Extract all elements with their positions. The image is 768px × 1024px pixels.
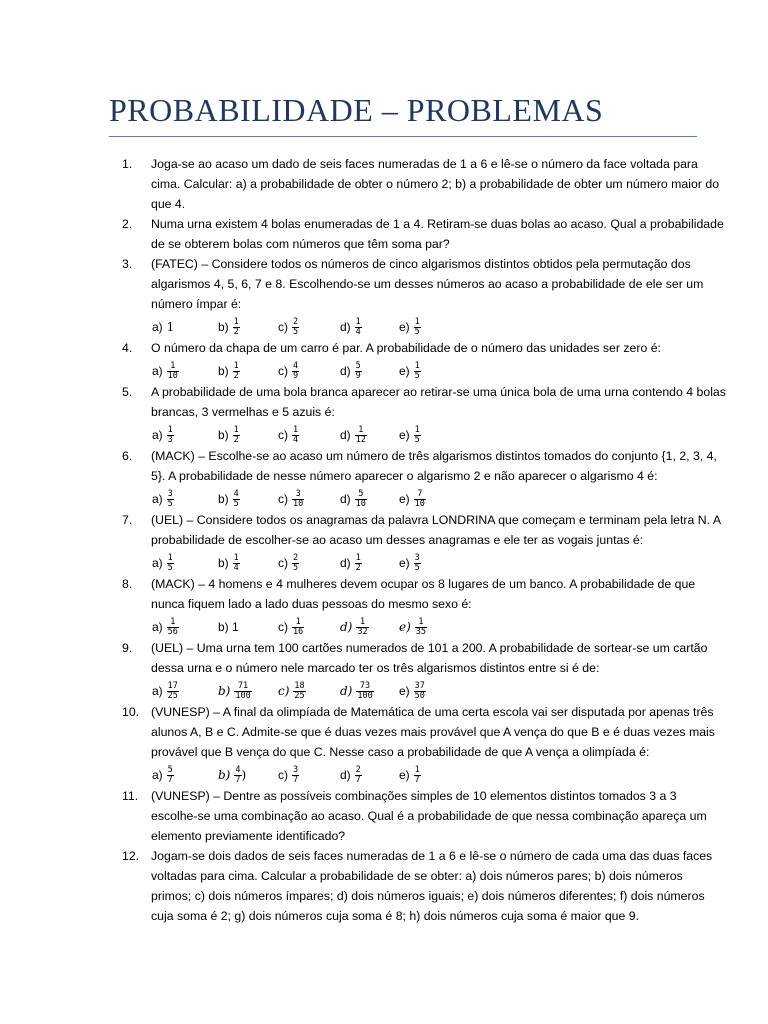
problem-text: O número da chapa de um carro é par. A probabilidade de o número das unidades ser zero é:	[151, 341, 661, 355]
choice-label: c)	[278, 320, 288, 334]
fraction-denominator: 7	[167, 774, 173, 785]
fraction-denominator: 16	[293, 626, 304, 637]
fraction-numerator: 71	[237, 680, 249, 691]
fraction-denominator: 12	[355, 434, 366, 445]
fraction-denominator: 10	[167, 370, 178, 381]
problem-item	[0, 786, 726, 846]
answer-choice	[218, 764, 246, 786]
choice-fraction	[167, 554, 174, 573]
choice-label: a)	[152, 320, 163, 334]
fraction-denominator: 5	[414, 326, 420, 337]
choice-fraction	[233, 318, 240, 337]
fraction-numerator: 1	[233, 316, 239, 327]
problem-number: 4.	[122, 341, 133, 355]
choice-label: e)	[399, 684, 410, 698]
answer-choice	[399, 616, 427, 638]
choice-fraction	[233, 426, 240, 445]
choice-fraction	[356, 682, 373, 701]
choice-fraction	[292, 318, 299, 337]
choice-fraction	[414, 362, 421, 381]
choice-label: b) 1	[218, 620, 239, 634]
problem-item	[0, 154, 726, 214]
fraction-denominator: 50	[414, 690, 425, 701]
fraction-denominator: 25	[167, 690, 178, 701]
problem-number: 8.	[122, 577, 133, 591]
fraction-denominator: 5	[167, 498, 173, 509]
choice-label: a)	[152, 428, 163, 442]
choice-fraction	[355, 490, 367, 509]
fraction-numerator: 4	[293, 360, 299, 371]
choice-label: a)	[152, 620, 163, 634]
choice-label: d)	[340, 364, 351, 378]
fraction-numerator: 1	[170, 616, 176, 627]
fraction-numerator: 3	[167, 488, 173, 499]
fraction-numerator: 1	[414, 316, 420, 327]
title-divider	[109, 136, 697, 137]
choice-fraction	[356, 618, 368, 637]
fraction-denominator: 35	[415, 626, 427, 637]
answer-choice	[218, 424, 240, 446]
choice-suffix: )	[241, 768, 247, 782]
answer-choices	[151, 424, 726, 446]
fraction-numerator: 1	[293, 424, 299, 435]
fraction-denominator: 32	[357, 626, 368, 637]
choice-fraction	[233, 362, 240, 381]
choice-value: 1	[166, 320, 175, 334]
fraction-numerator: 4	[235, 764, 241, 775]
choice-label: d)	[340, 492, 351, 506]
choice-label: c)	[278, 364, 288, 378]
answer-choice	[218, 552, 240, 574]
fraction-denominator: 100	[235, 690, 251, 701]
choice-fraction	[415, 618, 427, 637]
choice-fraction	[292, 766, 299, 785]
problem-number: 6.	[122, 449, 133, 463]
answer-choice	[218, 680, 252, 702]
answer-choice	[278, 552, 299, 574]
answer-choice	[399, 552, 421, 574]
choice-label: c)	[278, 684, 290, 698]
problem-item	[0, 574, 726, 638]
answer-choice	[152, 316, 174, 338]
answer-choice	[340, 616, 369, 638]
problem-item	[0, 382, 726, 446]
fraction-numerator: 1	[359, 616, 366, 627]
fraction-numerator: 1	[355, 552, 361, 563]
fraction-denominator: 2	[233, 434, 239, 445]
choice-fraction	[292, 426, 299, 445]
problem-number: 11.	[122, 789, 139, 803]
choice-label: e)	[399, 320, 410, 334]
choice-fraction	[414, 766, 421, 785]
fraction-numerator: 1	[167, 552, 173, 563]
fraction-numerator: 5	[358, 488, 364, 499]
choice-label: d)	[340, 320, 351, 334]
choice-label: c)	[278, 428, 288, 442]
answer-choice	[278, 488, 304, 510]
answer-choice	[152, 552, 174, 574]
choice-label: e)	[399, 620, 411, 634]
fraction-denominator: 9	[355, 370, 361, 381]
problem-item	[0, 446, 726, 510]
choice-fraction	[293, 682, 305, 701]
choice-label: b)	[218, 364, 229, 378]
problem-item	[0, 846, 726, 926]
answer-choice	[218, 316, 240, 338]
choice-fraction	[234, 682, 251, 701]
choice-label: c)	[278, 492, 288, 506]
choice-fraction	[233, 554, 240, 573]
fraction-denominator: 100	[357, 690, 373, 701]
choice-fraction	[414, 318, 421, 337]
answer-choice	[340, 488, 367, 510]
answer-choices	[151, 616, 726, 638]
choice-label: c)	[278, 556, 288, 570]
problem-number: 3.	[122, 257, 133, 271]
answer-choice	[340, 316, 362, 338]
answer-choice	[340, 424, 367, 446]
fraction-denominator: 9	[293, 370, 299, 381]
fraction-denominator: 5	[233, 498, 239, 509]
fraction-numerator: 73	[359, 680, 371, 691]
fraction-denominator: 5	[414, 370, 420, 381]
choice-label: d)	[340, 620, 353, 634]
answer-choice	[152, 488, 174, 510]
problem-text: Jogam-se dois dados de seis faces numeradas de 1 a 6 e lê-se o número de cada uma das duas faces voltadas para cima. Calcular a probabilidade de se obter: a) dois números pares; b) dois números primos; c) dois números ímpares; d) dois números iguais; e) dois números diferentes; f) dois números cuja soma é 2; g) dois números cuja soma é 8; h) dois números cuja soma é maior que 9.	[151, 849, 713, 923]
choice-fraction	[167, 618, 179, 637]
choice-fraction	[355, 426, 367, 445]
problem-item	[0, 702, 726, 786]
fraction-numerator: 1	[355, 316, 361, 327]
fraction-numerator: 7	[417, 488, 423, 499]
problem-item	[0, 638, 726, 702]
problem-text: (UEL) – Considere todos os anagramas da palavra LONDRINA que começam e terminam pela letra N. A probabilidade de escolher-se ao acaso um desses anagramas e ele ter as vogais juntas é:	[151, 513, 721, 547]
choice-fraction	[414, 426, 421, 445]
answer-choice	[218, 488, 240, 510]
answer-choice	[340, 552, 362, 574]
answer-choices	[151, 488, 726, 510]
fraction-denominator: 5	[293, 326, 299, 337]
answer-choice	[218, 360, 240, 382]
fraction-numerator: 1	[418, 616, 424, 627]
fraction-numerator: 37	[414, 680, 425, 691]
answer-choice	[399, 680, 426, 702]
choice-fraction	[167, 766, 174, 785]
fraction-numerator: 2	[293, 316, 299, 327]
choice-fraction	[355, 554, 362, 573]
problem-text: (MACK) – Escolhe-se ao acaso um número de três algarismos distintos tomados do conjunto {1, 2, 3, 4, 5}. A probabilidade de nesse número aparecer o algarismo 2 e não aparecer o algarismo 4 é:	[151, 449, 717, 483]
choice-fraction	[167, 362, 179, 381]
choice-fraction	[234, 766, 241, 785]
fraction-numerator: 1	[295, 616, 301, 627]
fraction-denominator: 25	[294, 690, 305, 701]
answer-choices	[151, 552, 726, 574]
choice-fraction	[233, 490, 240, 509]
problem-item	[0, 254, 726, 338]
choice-fraction	[167, 682, 179, 701]
answer-choice	[340, 764, 362, 786]
problem-number: 1.	[122, 157, 133, 171]
problem-number: 12.	[122, 849, 140, 863]
choice-fraction	[167, 490, 174, 509]
fraction-denominator: 2	[233, 326, 239, 337]
fraction-numerator: 17	[167, 680, 178, 691]
fraction-numerator: 1	[414, 360, 420, 371]
choice-fraction	[292, 490, 304, 509]
choice-fraction	[414, 490, 426, 509]
answer-choice	[278, 680, 306, 702]
problem-item	[0, 510, 726, 574]
fraction-numerator: 1	[233, 360, 239, 371]
fraction-numerator: 5	[167, 764, 173, 775]
fraction-denominator: 10	[355, 498, 366, 509]
fraction-denominator: 7	[293, 774, 299, 785]
choice-fraction	[355, 362, 362, 381]
answer-choice	[399, 360, 421, 382]
problem-list	[0, 154, 768, 926]
fraction-numerator: 2	[293, 552, 299, 563]
fraction-denominator: 3	[167, 434, 173, 445]
choice-label: c)	[278, 768, 288, 782]
answer-choice	[340, 360, 362, 382]
choice-fraction	[292, 362, 299, 381]
problem-number: 7.	[122, 513, 133, 527]
fraction-denominator: 4	[233, 562, 239, 573]
choice-fraction	[355, 318, 362, 337]
fraction-numerator: 1	[414, 424, 420, 435]
answer-choice	[152, 424, 174, 446]
fraction-denominator: 56	[167, 626, 178, 637]
fraction-numerator: 4	[233, 488, 239, 499]
fraction-numerator: 3	[414, 552, 420, 563]
choice-label: e)	[399, 492, 410, 506]
problem-item	[0, 214, 726, 254]
choice-label: b)	[218, 768, 231, 782]
answer-choice	[152, 616, 179, 638]
choice-label: e)	[399, 364, 410, 378]
choice-label: b)	[218, 320, 229, 334]
answer-choice	[278, 616, 304, 638]
choice-label: b)	[218, 556, 229, 570]
answer-choice	[152, 764, 174, 786]
fraction-denominator: 5	[167, 562, 173, 573]
choice-fraction	[167, 426, 174, 445]
choice-fraction	[355, 766, 362, 785]
problem-number: 5.	[122, 385, 133, 399]
choice-fraction	[292, 554, 299, 573]
choice-label: b)	[218, 428, 229, 442]
fraction-denominator: 5	[414, 562, 420, 573]
answer-choice	[278, 360, 299, 382]
fraction-numerator: 1	[167, 424, 173, 435]
choice-label: d)	[340, 556, 351, 570]
problem-text: (VUNESP) – A final da olimpíada de Matemática de uma certa escola vai ser disputada por apenas três alunos A, B e C. Admite-se que é duas vezes mais provável que A vença do que B e é duas vezes mais provável que B vença do que C. Nesse caso a probabilidade de que A vença a olimpíada é:	[151, 705, 715, 759]
choice-label: a)	[152, 684, 163, 698]
fraction-numerator: 3	[293, 764, 299, 775]
fraction-numerator: 1	[233, 552, 239, 563]
problem-text: A probabilidade de uma bola branca aparecer ao retirar-se uma única bola de uma urna contendo 4 bolas brancas, 3 vermelhas e 5 azuis é:	[151, 385, 726, 419]
problem-text: (MACK) – 4 homens e 4 mulheres devem ocupar os 8 lugares de um banco. A probabilidade de que nunca fiquem lado a lado duas pessoas do mesmo sexo é:	[151, 577, 696, 611]
choice-label: e)	[399, 428, 410, 442]
fraction-denominator: 5	[414, 434, 420, 445]
choice-fraction	[414, 554, 421, 573]
choice-label: a)	[152, 556, 163, 570]
choice-label: c)	[278, 620, 288, 634]
choice-label: d)	[340, 428, 351, 442]
answer-choices	[151, 316, 726, 338]
answer-choice	[399, 424, 421, 446]
fraction-denominator: 2	[355, 562, 361, 573]
problem-item	[0, 338, 726, 382]
answer-choice	[399, 488, 426, 510]
choice-label: b)	[218, 492, 229, 506]
fraction-numerator: 2	[355, 764, 361, 775]
answer-choices	[151, 764, 726, 786]
answer-choice	[340, 680, 374, 702]
answer-choices	[151, 360, 726, 382]
fraction-numerator: 3	[295, 488, 301, 499]
fraction-denominator: 7	[235, 774, 241, 785]
choice-label: a)	[152, 364, 163, 378]
answer-choice	[399, 764, 421, 786]
choice-label: d)	[340, 684, 353, 698]
problem-text: Numa urna existem 4 bolas enumeradas de 1 a 4. Retiram-se duas bolas ao acaso. Qual a probabilidade de se obterem bolas com números que têm soma par?	[151, 217, 724, 251]
choice-label: e)	[399, 768, 410, 782]
answer-choice	[278, 424, 299, 446]
answer-choice	[278, 316, 299, 338]
problem-number: 2.	[122, 217, 133, 231]
answer-choices	[151, 680, 726, 702]
problem-number: 9.	[122, 641, 133, 655]
problem-text: (VUNESP) – Dentre as possíveis combinações simples de 10 elementos distintos tomados 3 a 3 escolhe-se uma combinação ao acaso. Qual é a probabilidade de que nessa combinação apareça um elemento previamente identificado?	[151, 789, 707, 843]
answer-choice	[218, 616, 243, 638]
fraction-numerator: 1	[170, 360, 176, 371]
fraction-numerator: 1	[358, 424, 364, 435]
fraction-numerator: 1	[233, 424, 239, 435]
page-title: PROBABILIDADE – PROBLEMAS	[109, 92, 604, 128]
problem-text: (UEL) – Uma urna tem 100 cartões numerados de 101 a 200. A probabilidade de sortear-se um cartão dessa urna e o número nele marcado ter os três algarismos distintos entre si é de:	[151, 641, 708, 675]
fraction-denominator: 4	[293, 434, 299, 445]
answer-choice	[278, 764, 299, 786]
fraction-numerator: 1	[414, 764, 420, 775]
choice-label: d)	[340, 768, 351, 782]
answer-choice	[152, 680, 179, 702]
answer-choice	[399, 316, 421, 338]
choice-label: b)	[218, 684, 231, 698]
fraction-denominator: 4	[355, 326, 361, 337]
fraction-numerator: 5	[355, 360, 361, 371]
fraction-denominator: 7	[355, 774, 361, 785]
fraction-denominator: 10	[414, 498, 425, 509]
problem-text: (FATEC) – Considere todos os números de cinco algarismos distintos obtidos pela permutação dos algarismos 4, 5, 6, 7 e 8. Escolhendo-se um desses números ao acaso a probabilidade de ele ser um número ímpar é:	[151, 257, 704, 311]
choice-label: e)	[399, 556, 410, 570]
fraction-denominator: 7	[414, 774, 420, 785]
problem-number: 10.	[122, 705, 140, 719]
choice-fraction	[414, 682, 426, 701]
choice-label: a)	[152, 492, 163, 506]
fraction-numerator: 18	[294, 680, 305, 691]
choice-label: a)	[152, 768, 163, 782]
answer-choice	[152, 360, 179, 382]
choice-fraction	[292, 618, 304, 637]
problem-text: Joga-se ao acaso um dado de seis faces numeradas de 1 a 6 e lê-se o número da face voltada para cima. Calcular: a) a probabilidade de obter o número 2; b) a probabilidade de obter um número maior do que 4.	[151, 157, 720, 211]
fraction-denominator: 5	[293, 562, 299, 573]
fraction-denominator: 10	[293, 498, 304, 509]
fraction-denominator: 2	[233, 370, 239, 381]
